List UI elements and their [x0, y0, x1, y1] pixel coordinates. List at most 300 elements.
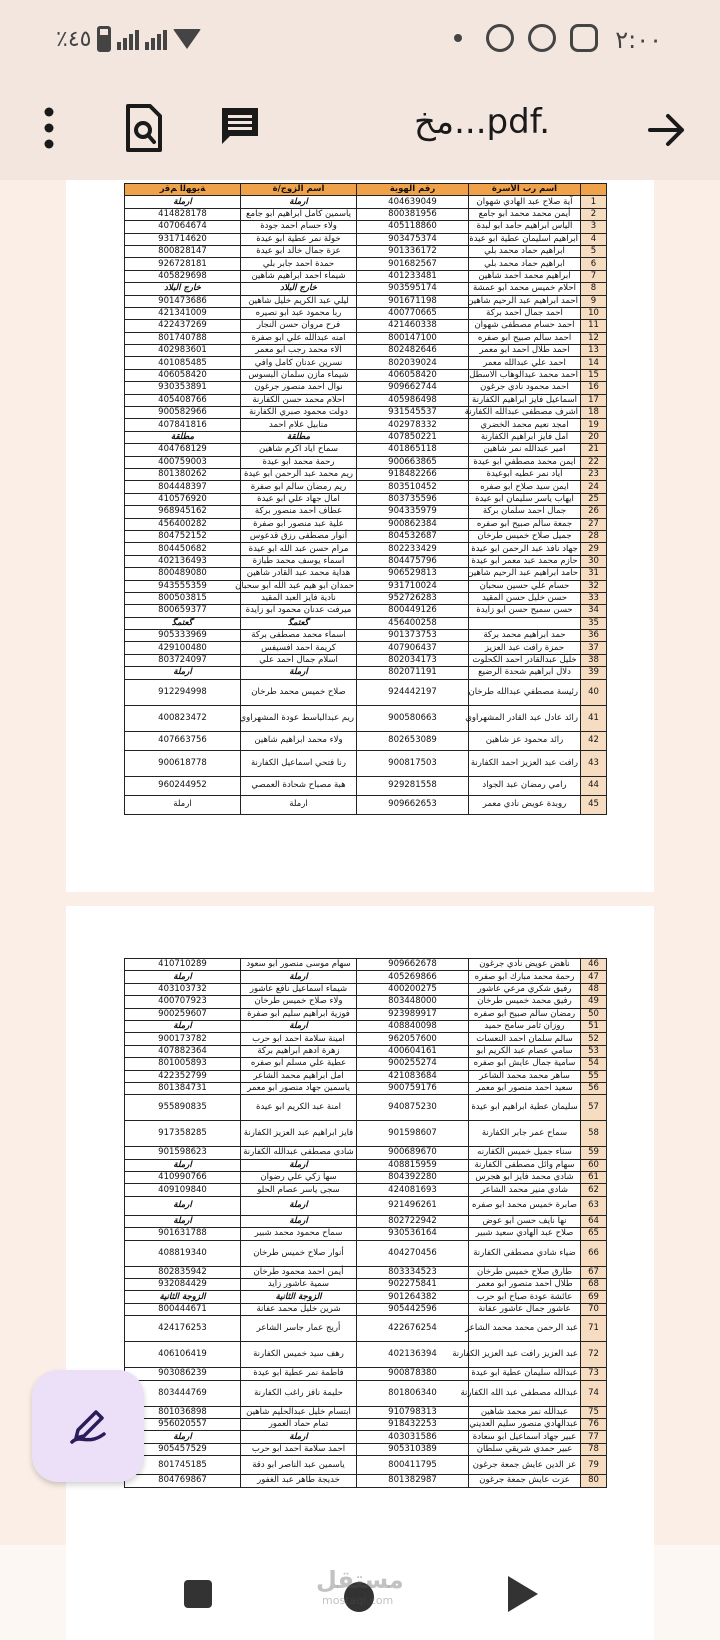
row-number: 47: [581, 971, 607, 983]
id-number-cell: 800449126: [357, 605, 469, 617]
row-number: 49: [581, 996, 607, 1008]
head-of-family-cell: احمد حسام مصطفى شهوان: [469, 320, 581, 332]
stop-icon[interactable]: [184, 1580, 212, 1608]
head-of-family-cell: جهاد نافذ عبد الرحمن ابو عيدة: [469, 543, 581, 555]
row-number: 50: [581, 1008, 607, 1020]
head-of-family-cell: شادي محمد فايز ابو هجرس: [469, 1172, 581, 1184]
spouse-id-cell: 931714620: [125, 233, 241, 245]
spouse-id-cell: 968945162: [125, 506, 241, 518]
head-of-family-cell: صلاح عبد الهادي سعيد شبير: [469, 1228, 581, 1240]
spouse-name-cell: احلام محمد حسن الكفارنة: [241, 394, 357, 406]
spouse-id-cell: 409109840: [125, 1184, 241, 1196]
comment-icon[interactable]: [216, 102, 264, 150]
id-number-cell: 903475374: [357, 233, 469, 245]
head-of-family-cell: أيمن محمد محمد ابو جامع: [469, 208, 581, 220]
head-of-family-cell: ايمن سيد صلاح ابو صفره: [469, 481, 581, 493]
spouse-name-cell: احمد سلامة احمد ابو حرب: [241, 1443, 357, 1455]
table-row: [125, 1172, 607, 1184]
spouse-name-cell: حمدة احمد جابر بلي: [241, 258, 357, 270]
id-number-cell: 929281558: [357, 776, 469, 795]
row-number: 9: [581, 295, 607, 307]
spouse-id-cell: ارملة: [125, 971, 241, 983]
table-row: [125, 1215, 607, 1227]
row-number: 53: [581, 1045, 607, 1057]
row-number: 3: [581, 221, 607, 233]
id-number-cell: 804475796: [357, 555, 469, 567]
table-row: [125, 750, 607, 776]
head-of-family-cell: ابراهيم اسليمان عطية ابو عيدة: [469, 233, 581, 245]
spouse-id-cell: 410576920: [125, 493, 241, 505]
row-number: 25: [581, 493, 607, 505]
table-row: [125, 1380, 607, 1406]
spouse-id-cell: 800444671: [125, 1303, 241, 1315]
spouse-name-cell: ياسمين عبد الناصر ابو دقة: [241, 1456, 357, 1475]
table-row: [125, 382, 607, 394]
spouse-name-cell: خارج البلاد: [241, 283, 357, 295]
row-number: 5: [581, 245, 607, 257]
table-row: [125, 705, 607, 731]
spouse-id-cell: 408819340: [125, 1240, 241, 1266]
head-of-family-cell: احمد محمد عبدالوهاب الاسطل: [469, 369, 581, 381]
spouse-id-cell: 404768129: [125, 444, 241, 456]
header-num: [581, 184, 607, 196]
id-number-cell: 800381956: [357, 208, 469, 220]
spouse-name-cell: فاطمة نمر عطية ابو عيدة: [241, 1368, 357, 1380]
table-row: [125, 307, 607, 319]
spouse-name-cell: رهف سيد خميس الكفارنة: [241, 1342, 357, 1368]
table-row: [125, 1070, 607, 1082]
id-number-cell: 918482266: [357, 468, 469, 480]
head-of-family-cell: عبد الرحمن محمد محمد الشاعر: [469, 1316, 581, 1342]
head-of-family-cell: رافت عبد العزيز احمد الكفارنة: [469, 750, 581, 776]
instagram-icon: [570, 24, 598, 52]
spouse-name-cell: عزة جمال خالد ابو عيدة: [241, 245, 357, 257]
row-number: 43: [581, 750, 607, 776]
table-row: [125, 357, 607, 369]
table-row: [125, 1418, 607, 1430]
row-number: 28: [581, 530, 607, 542]
spouse-id-cell: 400707923: [125, 996, 241, 1008]
id-number-cell: 909662653: [357, 795, 469, 814]
id-number-cell: 400200275: [357, 983, 469, 995]
row-number: 41: [581, 705, 607, 731]
table-row: [125, 332, 607, 344]
spouse-id-cell: 422352799: [125, 1070, 241, 1082]
edit-fab-button[interactable]: [32, 1370, 144, 1482]
spouse-id-cell: 405829698: [125, 270, 241, 282]
row-number: 72: [581, 1342, 607, 1368]
head-of-family-cell: سناء جميل خميس الكفارنه: [469, 1147, 581, 1159]
row-number: 26: [581, 506, 607, 518]
table-row: [125, 1159, 607, 1171]
spouse-id-cell: مطلقة: [125, 431, 241, 443]
id-number-cell: 407850221: [357, 431, 469, 443]
spouse-id-cell: 422437269: [125, 320, 241, 332]
spouse-id-cell: 406106419: [125, 1342, 241, 1368]
spouse-id-cell: 943555359: [125, 580, 241, 592]
head-of-family-cell: ساهر محمد محمد الشاعر: [469, 1070, 581, 1082]
spouse-id-cell: 407663756: [125, 731, 241, 750]
spouse-id-cell: 804450682: [125, 543, 241, 555]
head-of-family-cell: جميل صلاح خميس طرخان: [469, 530, 581, 542]
head-of-family-cell: رفيق شكري مرعي عاشور: [469, 983, 581, 995]
id-number-cell: 402978332: [357, 419, 469, 431]
spouse-name-cell: سماح اياد اكرم شاهين: [241, 444, 357, 456]
spouse-id-cell: 800503815: [125, 592, 241, 604]
table-row: [125, 518, 607, 530]
table-row: [125, 1033, 607, 1045]
table-row: [125, 320, 607, 332]
spouse-id-cell: ﮔﻌﺘﻤﮕ: [125, 617, 241, 629]
spouse-name-cell: مرام حسن عبد الله ابو عيدة: [241, 543, 357, 555]
head-of-family-cell: رائد عادل عبد القادر المشهراوي: [469, 705, 581, 731]
head-of-family-cell: احمد جمال احمد بركة: [469, 307, 581, 319]
spouse-id-cell: 402136493: [125, 555, 241, 567]
spouse-id-cell: 403103732: [125, 983, 241, 995]
id-number-cell: 804532687: [357, 530, 469, 542]
id-number-cell: 902275841: [357, 1279, 469, 1291]
spouse-id-cell: 401085485: [125, 357, 241, 369]
spouse-id-cell: 802835942: [125, 1266, 241, 1278]
table-row: [125, 468, 607, 480]
row-number: 33: [581, 592, 607, 604]
head-of-family-cell: رحمة محمد مبارك ابو صفره: [469, 971, 581, 983]
id-number-cell: 940875230: [357, 1095, 469, 1121]
table-row: [125, 568, 607, 580]
row-number: 73: [581, 1368, 607, 1380]
id-number-cell: 802482646: [357, 345, 469, 357]
id-number-cell: 923989917: [357, 1008, 469, 1020]
spouse-id-cell: ارملة: [125, 1431, 241, 1443]
head-of-family-cell: عبدالهادي منصور سليم العديني: [469, 1418, 581, 1430]
table-row: [125, 258, 607, 270]
spouse-id-cell: 800489080: [125, 568, 241, 580]
spouse-id-cell: 407064674: [125, 221, 241, 233]
spouse-name-cell: ارملة: [241, 1196, 357, 1215]
row-number: 45: [581, 795, 607, 814]
row-number: 71: [581, 1316, 607, 1342]
head-of-family-cell: امل فايز ابراهيم الكفارنة: [469, 431, 581, 443]
table-row: [125, 1020, 607, 1032]
header-id: رقم الهوية: [357, 184, 469, 196]
spouse-id-cell: 804448397: [125, 481, 241, 493]
id-number-cell: 802034173: [357, 654, 469, 666]
head-of-family-cell: عزت عايش جمعة جرغون: [469, 1475, 581, 1487]
row-number: 13: [581, 345, 607, 357]
id-number-cell: 901598607: [357, 1121, 469, 1147]
back-arrow-icon[interactable]: [642, 106, 690, 154]
table-row: [125, 971, 607, 983]
id-number-cell: 952726283: [357, 592, 469, 604]
id-number-cell: 407906437: [357, 642, 469, 654]
table-row: [125, 1456, 607, 1475]
id-number-cell: 905310389: [357, 1443, 469, 1455]
id-number-cell: 401865118: [357, 444, 469, 456]
id-number-cell: 924442197: [357, 679, 469, 705]
row-number: 64: [581, 1215, 607, 1227]
row-number: 60: [581, 1159, 607, 1171]
row-number: 68: [581, 1279, 607, 1291]
spouse-name-cell: ريم عبدالباسط عودة المشهراوي: [241, 705, 357, 731]
document-title: مخ...pdf.: [413, 102, 550, 142]
id-number-cell: 421083684: [357, 1070, 469, 1082]
spouse-id-cell: 400823472: [125, 705, 241, 731]
row-number: 36: [581, 630, 607, 642]
row-number: 35: [581, 617, 607, 629]
spouse-id-cell: 400759003: [125, 456, 241, 468]
head-of-family-cell: ابراهيم حماد محمد بلي: [469, 258, 581, 270]
spouse-name-cell: ارملة: [241, 1020, 357, 1032]
spouse-id-cell: 402983601: [125, 345, 241, 357]
id-number-cell: 901682567: [357, 258, 469, 270]
table-row: [125, 959, 607, 971]
spouse-name-cell: رحمة محمد ابو عيدة: [241, 456, 357, 468]
id-number-cell: 900689670: [357, 1147, 469, 1159]
row-number: 20: [581, 431, 607, 443]
table-row: [125, 208, 607, 220]
more-options-icon[interactable]: [36, 102, 62, 154]
spouse-name-cell: فوزية ابراهيم سليم ابو صفرة: [241, 1008, 357, 1020]
head-of-family-cell: رفيق محمد خميس طرخان: [469, 996, 581, 1008]
spouse-name-cell: كريمة احمد افسيفس: [241, 642, 357, 654]
head-of-family-cell: عز الدين عايش جمعة جرغون: [469, 1456, 581, 1475]
table-header-row: [125, 184, 607, 196]
spouse-name-cell: شيماء احمد ابراهيم شاهين: [241, 270, 357, 282]
row-number: 34: [581, 605, 607, 617]
row-number: 22: [581, 456, 607, 468]
head-of-family-cell: جمعة سالم صبيح ابو صفره: [469, 518, 581, 530]
spouse-name-cell: ﮔﻌﺘﻤﮕ: [241, 617, 357, 629]
id-number-cell: 900255274: [357, 1058, 469, 1070]
spouse-id-cell: 456400282: [125, 518, 241, 530]
spouse-id-cell: 801745185: [125, 1456, 241, 1475]
battery-percent: ٪٤٥: [56, 26, 92, 52]
spouse-id-cell: ارملة: [125, 667, 241, 679]
head-of-family-cell: طارق صلاح خميس طرخان: [469, 1266, 581, 1278]
head-of-family-cell: اياد نمر عطيه ابوعيدة: [469, 468, 581, 480]
id-number-cell: 802722942: [357, 1215, 469, 1227]
row-number: 61: [581, 1172, 607, 1184]
table-row: [125, 1147, 607, 1159]
table-row: [125, 642, 607, 654]
row-number: 44: [581, 776, 607, 795]
spouse-name-cell: ميرفت عدنان محمود ابو زايدة: [241, 605, 357, 617]
head-of-family-cell: دلال ابراهيم شحدة الرضيع: [469, 667, 581, 679]
id-number-cell: 909662678: [357, 959, 469, 971]
head-of-family-cell: ناهض عويض نادي جرغون: [469, 959, 581, 971]
table-row: [125, 1184, 607, 1196]
id-number-cell: 802233429: [357, 543, 469, 555]
row-number: 10: [581, 307, 607, 319]
row-number: 46: [581, 959, 607, 971]
id-number-cell: 802071191: [357, 667, 469, 679]
spouse-name-cell: امنة عبد الكريم ابو عيدة: [241, 1095, 357, 1121]
id-number-cell: 421460338: [357, 320, 469, 332]
table-row: [125, 530, 607, 542]
status-left: [56, 26, 201, 52]
id-number-cell: 962057600: [357, 1033, 469, 1045]
row-number: 58: [581, 1121, 607, 1147]
head-of-family-cell: عائشة عودة صباح ابو حرب: [469, 1291, 581, 1303]
spouse-id-cell: 900618778: [125, 750, 241, 776]
table-row: [125, 221, 607, 233]
row-number: 42: [581, 731, 607, 750]
spouse-id-cell: 804752152: [125, 530, 241, 542]
notification-icons: [454, 24, 598, 52]
spouse-name-cell: أنوار مصطفى رزق قدعوس: [241, 530, 357, 542]
watermark-logo: مستقل: [316, 1566, 404, 1594]
spouse-id-cell: 903086239: [125, 1368, 241, 1380]
table-row: [125, 419, 607, 431]
id-number-cell: 901336172: [357, 245, 469, 257]
table-row: [125, 431, 607, 443]
table-row: [125, 456, 607, 468]
pdf-page-2: [66, 906, 654, 1640]
head-of-family-cell: حسام علي حسين سحبان: [469, 580, 581, 592]
table-row: [125, 1342, 607, 1368]
id-number-cell: 424081693: [357, 1184, 469, 1196]
head-of-family-cell: عاشور جمال عاشور عفانة: [469, 1303, 581, 1315]
spouse-id-cell: 926728181: [125, 258, 241, 270]
head-of-family-cell: عبدالله سليمان عطية ابو عيدة: [469, 1368, 581, 1380]
row-number: 75: [581, 1406, 607, 1418]
row-number: 7: [581, 270, 607, 282]
row-number: 54: [581, 1058, 607, 1070]
spouse-name-cell: شيماء اسماعيل نافع عاشور: [241, 983, 357, 995]
id-number-cell: 404270456: [357, 1240, 469, 1266]
table-row: [125, 1240, 607, 1266]
id-number-cell: 909662744: [357, 382, 469, 394]
spouse-name-cell: الاء محمد رجب ابو معمر: [241, 345, 357, 357]
spouse-name-cell: خولة نمر عطية ابو عيدة: [241, 233, 357, 245]
search-document-icon[interactable]: [120, 102, 168, 154]
id-number-cell: 900817503: [357, 750, 469, 776]
table-row: [125, 1316, 607, 1342]
row-number: 55: [581, 1070, 607, 1082]
head-of-family-cell: احلام خميس محمد ابو عمشة: [469, 283, 581, 295]
head-of-family-cell: حازم محمد عبد معمر ابو عيدة: [469, 555, 581, 567]
spouse-name-cell: رنا فتحي اسماعيل الكفارنة: [241, 750, 357, 776]
row-number: 21: [581, 444, 607, 456]
row-number: 70: [581, 1303, 607, 1315]
table-row: [125, 555, 607, 567]
row-number: 6: [581, 258, 607, 270]
row-number: 31: [581, 568, 607, 580]
whatsapp-icon: [528, 24, 556, 52]
row-number: 77: [581, 1431, 607, 1443]
table-row: [125, 605, 607, 617]
row-number: 62: [581, 1184, 607, 1196]
table-row: [125, 1082, 607, 1094]
id-number-cell: 901373753: [357, 630, 469, 642]
table-row: [125, 1121, 607, 1147]
spouse-id-cell: 406058420: [125, 369, 241, 381]
table-row: [125, 444, 607, 456]
table-row: [125, 283, 607, 295]
head-of-family-cell: رامي رمضان عبد الجواد: [469, 776, 581, 795]
dot-icon: [454, 34, 462, 42]
spouse-name-cell: سجى ياسر عصام الحلو: [241, 1184, 357, 1196]
header-spouse-id: ﺔﻳﻮﻬﻟا ﻢﻗر: [125, 184, 241, 196]
spouse-id-cell: 901598623: [125, 1147, 241, 1159]
row-number: 39: [581, 667, 607, 679]
spouse-id-cell: ارملة: [125, 1215, 241, 1227]
table-body-page-1: [125, 196, 607, 814]
row-number: 18: [581, 407, 607, 419]
table-row: [125, 679, 607, 705]
table-row: [125, 345, 607, 357]
row-number: 59: [581, 1147, 607, 1159]
spouse-name-cell: زهرة ادهم ابراهيم بركة: [241, 1045, 357, 1057]
header-spouse: اسم الزوج/ة: [241, 184, 357, 196]
spouse-name-cell: أنوار صلاح خميس طرخان: [241, 1240, 357, 1266]
signal-icon: [117, 28, 167, 50]
row-number: 19: [581, 419, 607, 431]
id-number-cell: 901264382: [357, 1291, 469, 1303]
pinterest-icon: [486, 24, 514, 52]
id-number-cell: 802039024: [357, 357, 469, 369]
spouse-name-cell: ارملة: [241, 971, 357, 983]
head-of-family-cell: عبير حمدي شريقي سلطان: [469, 1443, 581, 1455]
spouse-id-cell: 800659377: [125, 605, 241, 617]
spouse-name-cell: اسماء يوسف محمد طبازة: [241, 555, 357, 567]
id-number-cell: 456400258: [357, 617, 469, 629]
id-number-cell: 931710024: [357, 580, 469, 592]
row-number: 27: [581, 518, 607, 530]
head-of-family-cell: عبدالله نمر محمد شاهين: [469, 1406, 581, 1418]
row-number: 1: [581, 196, 607, 208]
spouse-name-cell: امل ابراهيم محمد الشاعر: [241, 1070, 357, 1082]
id-number-cell: 804392280: [357, 1172, 469, 1184]
head-of-family-cell: [469, 617, 581, 629]
header-name: اسم رب الأسرة: [469, 184, 581, 196]
row-number: 78: [581, 1443, 607, 1455]
table-row: [125, 1008, 607, 1020]
id-number-cell: 800411795: [357, 1456, 469, 1475]
head-of-family-cell: حامد ابراهيم عبد الرحيم شاهين: [469, 568, 581, 580]
spouse-name-cell: اسماء محمد مصطفى بركة: [241, 630, 357, 642]
row-number: 67: [581, 1266, 607, 1278]
spouse-id-cell: 414828178: [125, 208, 241, 220]
spouse-id-cell: 801005893: [125, 1058, 241, 1070]
spouse-id-cell: 410710289: [125, 959, 241, 971]
id-number-cell: 901671198: [357, 295, 469, 307]
table-row: [125, 1266, 607, 1278]
row-number: 29: [581, 543, 607, 555]
table-row: [125, 654, 607, 666]
table-row: [125, 592, 607, 604]
spouse-id-cell: 410990766: [125, 1172, 241, 1184]
head-of-family-cell: احمد محمود نادي جرغون: [469, 382, 581, 394]
row-number: 32: [581, 580, 607, 592]
table-row: [125, 1475, 607, 1487]
spouse-id-cell: ارملة: [125, 196, 241, 208]
id-number-cell: 900580663: [357, 705, 469, 731]
id-number-cell: 405269866: [357, 971, 469, 983]
row-number: 48: [581, 983, 607, 995]
play-icon[interactable]: [508, 1576, 538, 1612]
id-number-cell: 803510452: [357, 481, 469, 493]
spouse-name-cell: نادية فايز العبد المقيد: [241, 592, 357, 604]
head-of-family-cell: عبد العزيز رافت عبد العزيز الكفارنة: [469, 1342, 581, 1368]
spouse-id-cell: 917358285: [125, 1121, 241, 1147]
head-of-family-cell: ايهاب ياسر سليمان ابو عيدة: [469, 493, 581, 505]
spouse-id-cell: 956020557: [125, 1418, 241, 1430]
spouse-name-cell: حليمة نافز راغب الكفارنة: [241, 1380, 357, 1406]
id-number-cell: 801806340: [357, 1380, 469, 1406]
head-of-family-cell: حمزة رافت عبد العزيز: [469, 642, 581, 654]
spouse-name-cell: ريم رمضان سالم ابو صفرة: [241, 481, 357, 493]
